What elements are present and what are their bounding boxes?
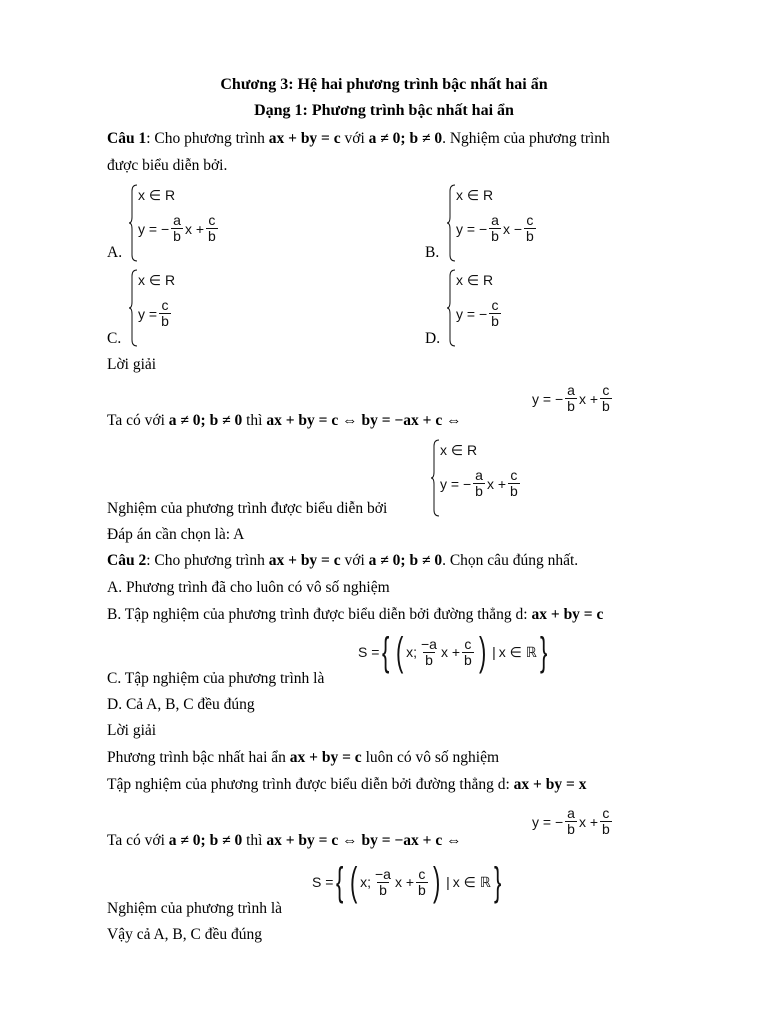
solution-2-conclusion: Vậy cả A, B, C đều đúng xyxy=(107,926,262,943)
option-c-label: C. xyxy=(107,330,122,347)
solution-2-formula: y = − $\frac{a}{b}$ x + $\frac{c}{b}$ xyxy=(532,805,610,837)
option-d-system: x ∈ R y = − $\frac{c}{b}$ xyxy=(446,268,546,348)
solution-2-line-1: Phương trình bậc nhất hai ẩn ax + by = c luôn có vô số nghiệm xyxy=(107,749,500,766)
question-2-option-a: A. Phương trình đã cho luôn có vô số nghiệm xyxy=(107,579,390,596)
solution-1-title: Lời giải xyxy=(107,356,157,373)
question-2-option-b: B. Tập nghiệm của phương trình được biểu diễn bởi đường thẳng d: ax + by = c xyxy=(107,606,604,623)
option-b-system: x ∈ R y = − $\frac{a}{b}$ x − $\frac{c}{b}$ xyxy=(446,183,576,263)
solution-1-formula: y = − $\frac{a}{b}$ x + $\frac{c}{b}$ xyxy=(532,382,610,414)
solution-1-answer: Đáp án cần chọn là: A xyxy=(107,526,245,543)
question-2-option-d: D. Cả A, B, C đều đúng xyxy=(107,696,255,713)
chapter-title: Chương 3: Hệ hai phương trình bậc nhất hai ẩn xyxy=(220,76,548,93)
solution-1-system: x ∈ R y = − $\frac{a}{b}$ x + $\frac{c}{b}$ xyxy=(430,438,560,518)
option-b-label: B. xyxy=(425,244,440,261)
question-2-option-c: C. Tập nghiệm của phương trình là xyxy=(107,670,325,687)
solution-2-title: Lời giải xyxy=(107,722,157,739)
solution-2-set: S = { ( x; −a b x + $\frac{c}{b}$ ) | x ∈ ℝ } xyxy=(312,860,502,904)
solution-2-line-2: Tập nghiệm của phương trình được biểu diễn bởi đường thẳng d: ax + by = x xyxy=(107,776,587,793)
section-title: Dạng 1: Phương trình bậc nhất hai ẩn xyxy=(254,102,514,119)
option-c-system: x ∈ R y = $\frac{c}{b}$ xyxy=(128,268,228,348)
question-1-line-2: được biểu diễn bởi. xyxy=(107,157,228,174)
solution-2-line-3: Ta có với a ≠ 0; b ≠ 0 thì ax + by = c ⇔ by = −ax + c ⇔ xyxy=(107,832,462,849)
question-1-line-1: Câu 1: Cho phương trình ax + by = c với a ≠ 0; b ≠ 0. Nghiệm của phương trình xyxy=(107,130,610,147)
solution-1-line-2: Nghiệm của phương trình được biểu diễn bởi xyxy=(107,500,388,517)
option-a-system: x ∈ R y = − $\frac{a}{b}$ x + $\frac{c}{b}$ xyxy=(128,183,258,263)
question-2-solution-set: S = { ( x; −a b x + $\frac{c}{b}$ ) | x ∈ ℝ } xyxy=(358,630,548,674)
option-a-label: A. xyxy=(107,244,123,261)
solution-2-line-4: Nghiệm của phương trình là xyxy=(107,900,283,917)
question-2-line-1: Câu 2: Cho phương trình ax + by = c với a ≠ 0; b ≠ 0. Chọn câu đúng nhất. xyxy=(107,552,579,569)
option-d-label: D. xyxy=(425,330,441,347)
solution-1-line-1: Ta có với a ≠ 0; b ≠ 0 thì ax + by = c ⇔ by = −ax + c ⇔ xyxy=(107,412,462,429)
